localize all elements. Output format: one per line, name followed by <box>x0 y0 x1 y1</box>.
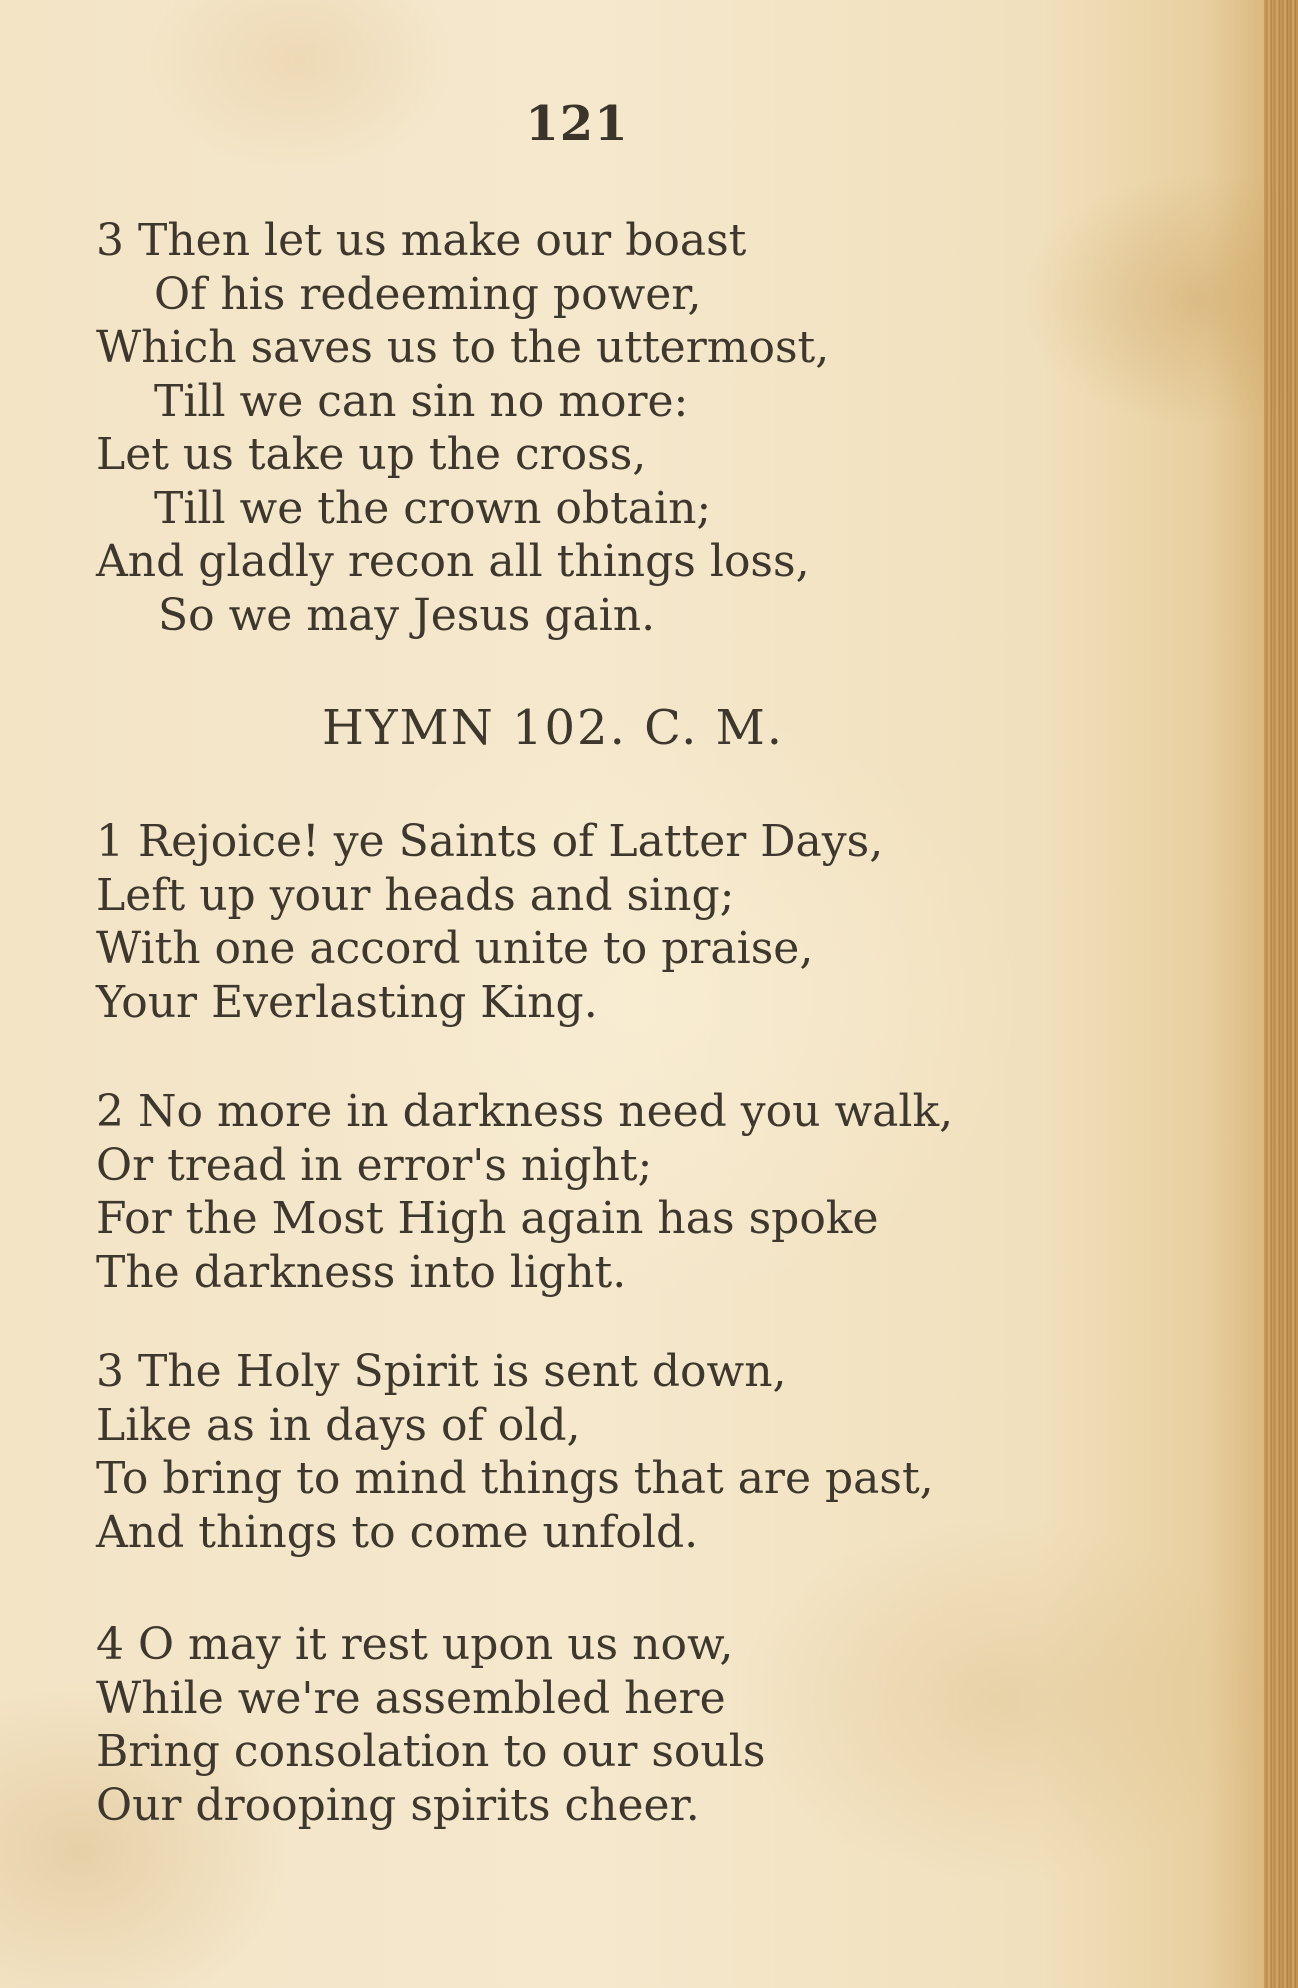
verse-line: And things to come unfold. <box>96 1506 699 1558</box>
stanza-2 <box>96 1085 953 1299</box>
verse-line: Till we the crown obtain; <box>154 482 712 534</box>
page-edge <box>1264 0 1298 1988</box>
verse-line: While we're assembled here <box>96 1672 726 1724</box>
verse-line: 4 O may it rest upon us now, <box>96 1619 734 1670</box>
verse-line: Of his redeeming power, <box>154 268 702 320</box>
verse-line: Like as in days of old, <box>96 1399 581 1451</box>
continued-stanza <box>96 214 829 642</box>
stanza-4 <box>96 1618 765 1832</box>
verse-line: Left up your heads and sing; <box>96 869 735 921</box>
verse-line: Bring consolation to our souls <box>96 1726 766 1777</box>
verse-line: 2 No more in darkness need you walk, <box>96 1086 954 1137</box>
verse-line: Or tread in error's night; <box>96 1139 653 1191</box>
verse-line: Which saves us to the uttermost, <box>96 322 830 373</box>
verse-line: 3 The Holy Spirit is sent down, <box>96 1346 787 1397</box>
verse-line: To bring to mind things that are past, <box>96 1453 934 1504</box>
verse-line: Let us take up the cross, <box>96 429 647 480</box>
verse-line: Our drooping spirits cheer. <box>96 1779 700 1831</box>
verse-line: With one accord unite to praise, <box>96 923 814 974</box>
verse-line: And gladly recon all things loss, <box>96 536 810 587</box>
verse-line: 3 Then let us make our boast <box>96 215 747 266</box>
verse-line: 1 Rejoice! ye Saints of Latter Days, <box>96 816 884 867</box>
stanza-1 <box>96 815 883 1029</box>
verse-line: Till we can sin no more: <box>154 375 689 427</box>
hymn-heading: HYMN 102. C. M. <box>322 700 785 756</box>
verse-line: Your Everlasting King. <box>96 976 598 1028</box>
page-number: 121 <box>525 96 629 152</box>
verse-line: So we may Jesus gain. <box>158 589 656 641</box>
verse-line: The darkness into light. <box>96 1246 627 1298</box>
verse-line: For the Most High again has spoke <box>96 1193 879 1244</box>
stanza-3 <box>96 1345 934 1559</box>
